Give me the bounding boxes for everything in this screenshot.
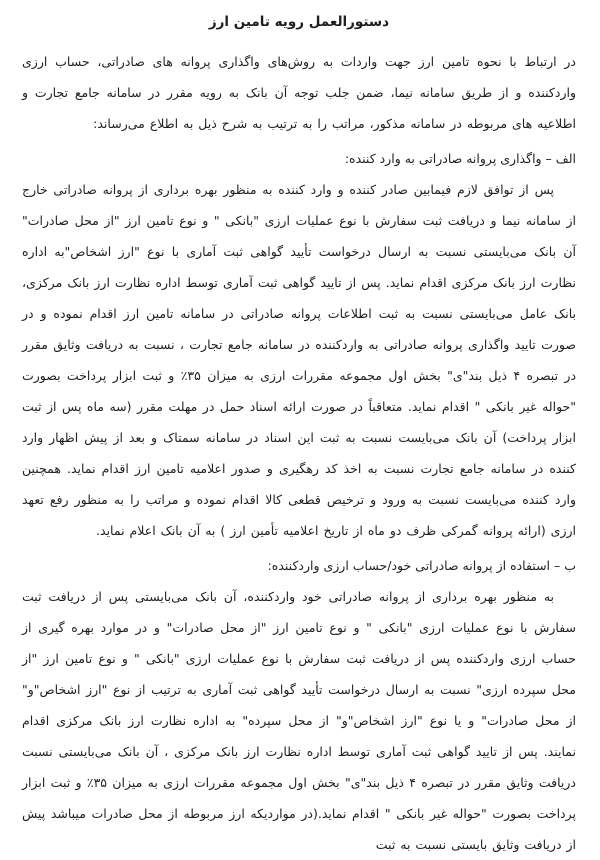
- section-b-body: به منظور بهره برداری از پروانه صادراتی خود واردکننده، آن بانک می‌بایستی پس از دریافت ثبت سفارش با نوع عملیات ارزی "بانکی " و نوع تامین ارز "از محل صادرات" و در موارد بهره گیری از حساب ارزی واردکننده پس از دریافت ثبت سفارش با نوع عملیات ارزی "بانکی " و نوع تامین ارز "از محل سپرده ارزی" نسبت به ارسال درخواست تأیید گواهی ثبت آماری به ترتیب از نوع "ارز اشخاص"و" از محل صادرات" و یا نوع "ارز اشخاص"و" از محل سپرده" به اداره نظارت ارز بانک مرکزی اقدام نمایند. پس از تایید گواهی ثبت آماری توسط اداره نظارت ارز بانک مرکزی ، آن بانک می‌بایستی نسبت دریافت وثایق مقرر در تبصره ۴ ذیل بند"ی" بخش اول مجموعه مقررات ارزی به میزان ۳۵٪ و ثبت ابزار پرداخت بصورت "حواله غیر بانکی " اقدام نماید.(در مواردیکه ارز مربوطه از محل صادرات میباشد پیش از دریافت وثایق بایستی نسبت به ثبت: [22, 589, 577, 852]
- section-a-body: پس از توافق لازم فیمابین صادر کننده و وارد کننده به منظور بهره برداری از پروانه صادراتی خارج از سامانه نیما و دریافت ثبت سفارش با نوع عملیات ارزی "بانکی " و نوع تامین ارز "از محل صادرات" آن بانک می‌بایستی نسبت به ارسال درخواست تأیید گواهی ثبت آماری با نوع "ارز اشخاص"به اداره نظارت ارز بانک مرکزی اقدام نماید. پس از تایید گواهی ثبت آماری توسط اداره نظارت ارز بانک مرکزی، بانک عامل می‌بایستی نسبت به ثبت اطلاعات پروانه صادراتی در سامانه تامین ارز اقدام نموده و در صورت تایید واگذاری پروانه صادراتی به واردکننده در سامانه جامع تجارت ، نسبت به دریافت وثایق مقرر در تبصره ۴ ذیل بند"ی" بخش اول مجموعه مقررات ارزی به میزان ۳۵٪ و ثبت ابزار پرداخت بصورت "حواله غیر بانکی " اقدام نماید. متعاقباً در صورت ارائه اسناد حمل در مهلت مقرر (سه ماه پس از ثبت ابزار پرداخت) آن بانک می‌بایست نسبت به ثبت این اسناد در سامانه سمتاک و بعد از پیش اظهار وارد کننده در سامانه جامع تجارت نسبت به اخذ کد رهگیری و صدور اعلامیه تامین ارز اقدام نماید. همچنین وارد کننده می‌بایست نسبت به ورود و ترخیص قطعی کالا اقدام نموده و مراتب را به منظور رفع تعهد ارزی (ارائه پروانه گمرکی ظرف دو ماه از تاریخ اعلامیه تأمین ارز ) به آن بانک اعلام نماید.: [22, 182, 577, 538]
- section-a-heading: الف – واگذاری پروانه صادراتی به وارد کننده:: [344, 151, 576, 166]
- document-title: دستورالعمل رویه تامین ارز: [208, 14, 390, 30]
- section-b-heading: ب – استفاده از پروانه صادراتی خود/حساب ارزی واردکننده:: [267, 558, 576, 573]
- intro-paragraph: در ارتباط با نحوه تامین ارز جهت واردات به روش‌های واگذاری پروانه های صادراتی، حساب ارزی واردکننده و از طریق سامانه نیما، ضمن جلب توجه آن بانک به رویه مقرر در سامانه جامع تجارت و اطلاعیه های مربوطه در سامانه مذکور، مراتب را به ترتیب به شرح ذیل به اطلاع می‌رساند:: [22, 54, 576, 131]
